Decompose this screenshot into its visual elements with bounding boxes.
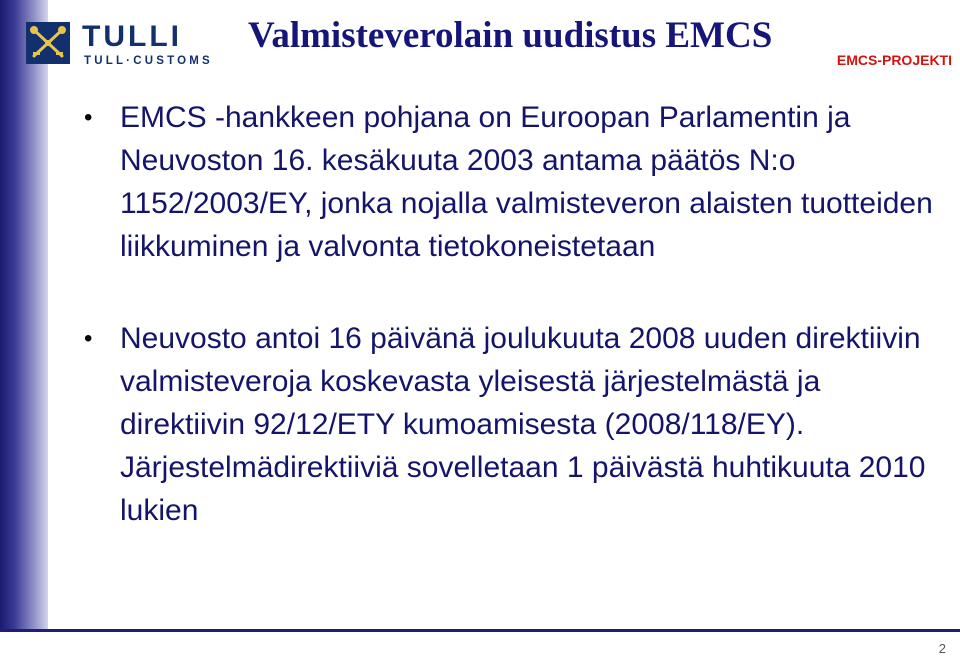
- bullet-item: [84, 317, 944, 532]
- bullet-marker: •: [84, 104, 93, 131]
- bullet-text: Neuvosto antoi 16 päivänä joulukuuta 2008 uuden direktiivin valmisteveroja koskevasta yleisestä järjestelmästä ja direktiivin 92/12/ETY kumoamisesta (2008/118/EY). Järjestelmädirektiiviä sovelletaan 1 päivästä huhtikuuta 2010 lukien: [120, 322, 926, 527]
- bottom-divider: [0, 629, 960, 632]
- slide-title: Valmisteverolain uudistus EMCS: [248, 15, 773, 56]
- page-number: 2: [938, 641, 946, 656]
- bullet-list: [84, 96, 944, 532]
- crossed-keys-emblem-icon: [26, 22, 70, 64]
- project-tag: EMCS-PROJEKTI: [836, 52, 952, 68]
- bullet-text: EMCS -hankkeen pohjana on Euroopan Parlamentin ja Neuvoston 16. kesäkuuta 2003 antama päätös N:o 1152/2003/EY, jonka nojalla valmisteveron alaisten tuotteiden liikkuminen ja valvonta tietokoneistetaan: [120, 101, 933, 263]
- bullet-marker: •: [84, 325, 93, 352]
- bullet-item: [84, 96, 944, 268]
- left-gradient-band: [0, 0, 48, 632]
- tulli-logo: [20, 20, 248, 70]
- logo-subtitle: TULL·CUSTOMS: [84, 55, 213, 67]
- logo-wordmark: TULLI: [82, 20, 182, 53]
